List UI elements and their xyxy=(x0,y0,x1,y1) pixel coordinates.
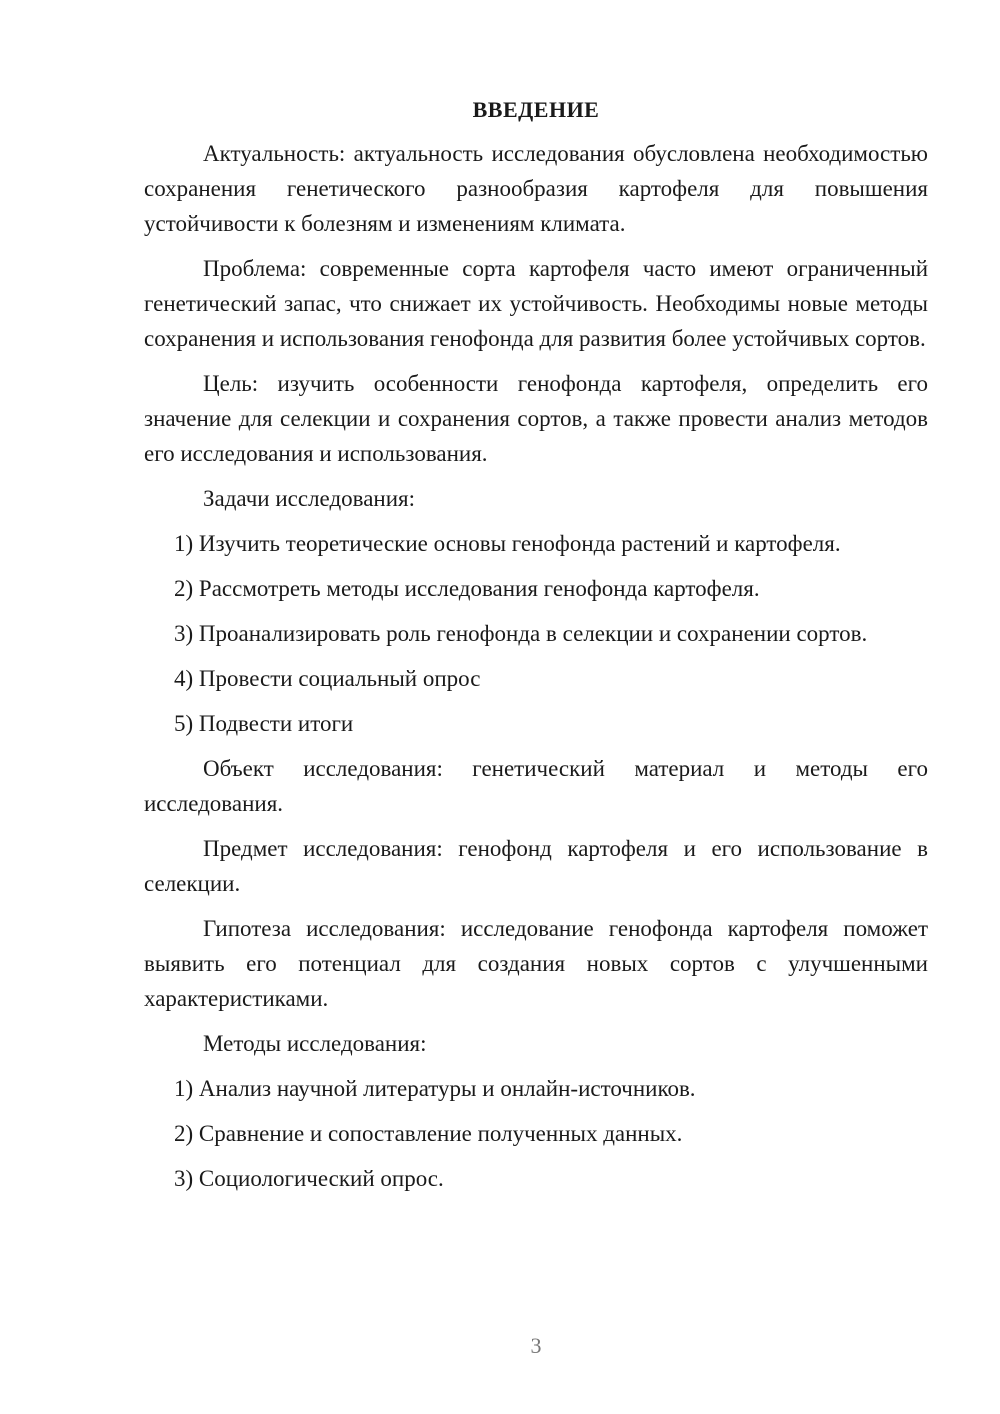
relevance-paragraph: Актуальность: актуальность исследования обусловлена необходимостью сохранения генетического разнообразия картофеля для повышения устойчивости к болезням и изменениям климата. xyxy=(144,141,928,236)
method-item: 3) Социологический опрос. xyxy=(174,1166,444,1191)
method-item: 2) Сравнение и сопоставление полученных данных. xyxy=(174,1121,683,1146)
task-item: 3) Проанализировать роль генофонда в селекции и сохранении сортов. xyxy=(174,621,868,646)
subject-paragraph: Предмет исследования: генофонд картофеля и его использование в селекции. xyxy=(144,836,928,896)
hypothesis-paragraph: Гипотеза исследования: исследование генофонда картофеля поможет выявить его потенциал для создания новых сортов с улучшенными характеристиками. xyxy=(144,916,928,1011)
problem-paragraph: Проблема: современные сорта картофеля часто имеют ограниченный генетический запас, что снижает их устойчивость. Необходимы новые методы сохранения и использования генофонда для развития более устойчивых сортов. xyxy=(144,256,928,351)
page-content xyxy=(144,94,928,1206)
method-item: 1) Анализ научной литературы и онлайн-источников. xyxy=(174,1076,696,1101)
task-item: 1) Изучить теоретические основы генофонда растений и картофеля. xyxy=(174,531,841,556)
tasks-list xyxy=(144,526,928,741)
object-paragraph: Объект исследования: генетический материал и методы его исследования. xyxy=(144,756,928,816)
task-item: 4) Провести социальный опрос xyxy=(174,666,481,691)
tasks-heading: Задачи исследования: xyxy=(203,486,416,511)
page-number: 3 xyxy=(530,1333,542,1358)
methods-heading: Методы исследования: xyxy=(203,1031,427,1056)
task-item: 2) Рассмотреть методы исследования генофонда картофеля. xyxy=(174,576,760,601)
task-item: 5) Подвести итоги xyxy=(174,711,354,736)
goal-paragraph: Цель: изучить особенности генофонда картофеля, определить его значение для селекции и сохранения сортов, а также провести анализ методов его исследования и использования. xyxy=(144,371,928,466)
methods-list xyxy=(144,1071,928,1196)
page-title: ВВЕДЕНИЕ xyxy=(472,97,600,122)
